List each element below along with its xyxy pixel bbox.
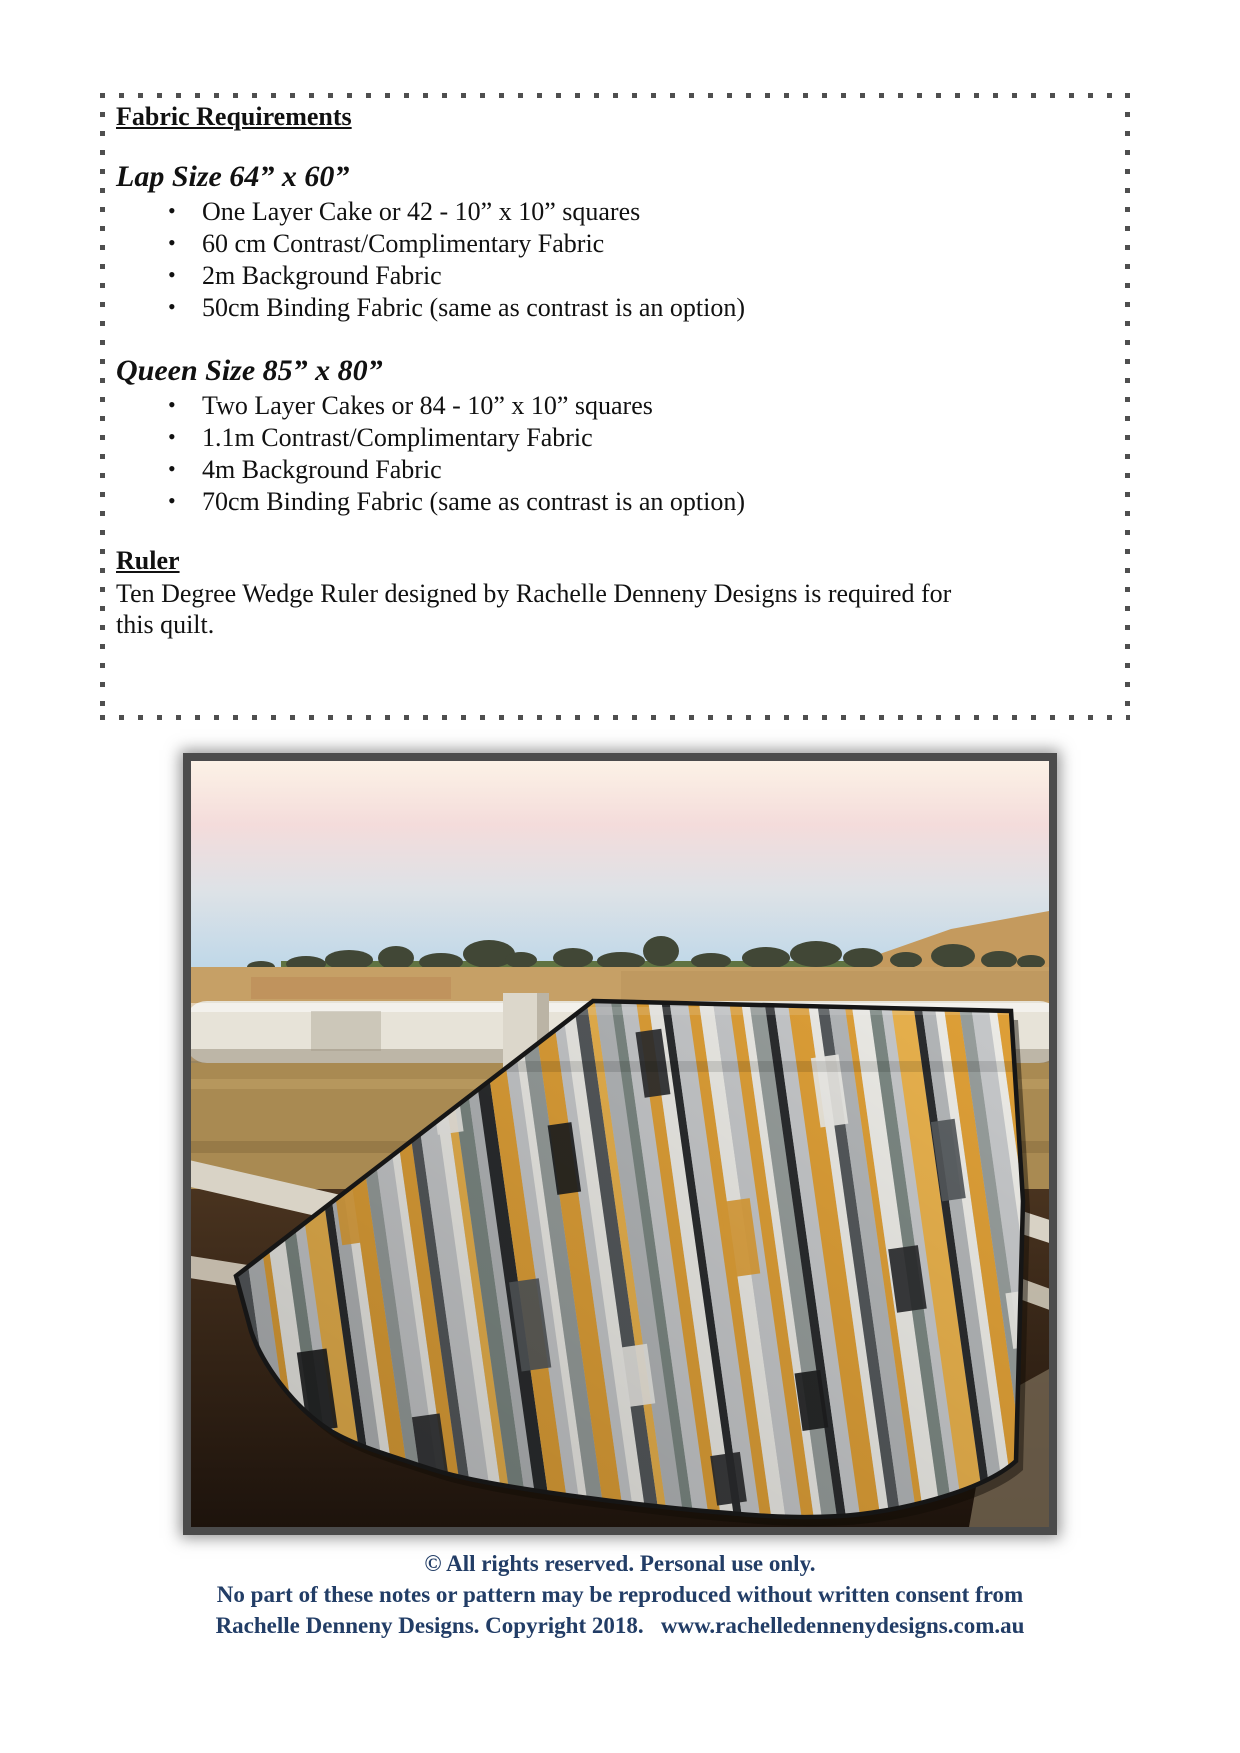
fabric-requirements-title: Fabric Requirements [116, 102, 352, 131]
bullet-icon: • [168, 456, 176, 481]
list-item-text: 4m Background Fabric [202, 455, 442, 484]
copyright-line: © All rights reserved. Personal use only. [424, 1551, 816, 1576]
list-item-text: 70cm Binding Fabric (same as contrast is an option) [202, 487, 746, 516]
quilt-photo-frame [183, 753, 1057, 1535]
bullet-icon: • [168, 198, 176, 223]
bullet-icon: • [168, 392, 176, 417]
copyright-line: Rachelle Denneny Designs. Copyright 2018. www.rachelledennenydesigns.com.au [215, 1613, 1025, 1638]
fabric-requirements-box [100, 93, 1130, 720]
list-item [168, 390, 1104, 422]
list-item [168, 422, 1104, 454]
list-item [168, 196, 1104, 228]
fabric-requirements-content [100, 93, 1130, 720]
list-item [168, 228, 1104, 260]
lap-size-heading: Lap Size 64” x 60” [116, 160, 350, 193]
bullet-icon: • [168, 294, 176, 319]
list-item [168, 260, 1104, 292]
copyright-footer [0, 1548, 1240, 1641]
quilt-photo [191, 761, 1049, 1527]
queen-size-heading: Queen Size 85” x 80” [116, 354, 383, 387]
bullet-icon: • [168, 488, 176, 513]
copyright-line: No part of these notes or pattern may be reproduced without written consent from [216, 1582, 1024, 1607]
list-item-text: Two Layer Cakes or 84 - 10” x 10” squares [202, 391, 653, 420]
list-item-text: 60 cm Contrast/Complimentary Fabric [202, 229, 605, 258]
ruler-paragraph-line: Ten Degree Wedge Ruler designed by Rachelle Denneny Designs is required for [116, 579, 952, 608]
paddock-shade [621, 971, 1049, 1001]
ruler-paragraph [116, 578, 1104, 640]
bullet-icon: • [168, 262, 176, 287]
list-item [168, 454, 1104, 486]
bullet-icon: • [168, 230, 176, 255]
list-item [168, 292, 1104, 324]
list-item-text: One Layer Cake or 42 - 10” x 10” squares [202, 197, 641, 226]
bullet-icon: • [168, 424, 176, 449]
list-item-text: 1.1m Contrast/Complimentary Fabric [202, 423, 593, 452]
list-item-text: 50cm Binding Fabric (same as contrast is an option) [202, 293, 746, 322]
list-item [168, 486, 1104, 518]
rail-weathering [311, 1011, 381, 1051]
ruler-heading: Ruler [116, 546, 180, 575]
queen-size-list [116, 390, 1104, 518]
ruler-paragraph-line: this quilt. [116, 610, 215, 639]
lap-size-list [116, 196, 1104, 324]
list-item-text: 2m Background Fabric [202, 261, 442, 290]
red-soil-patch [251, 977, 451, 999]
